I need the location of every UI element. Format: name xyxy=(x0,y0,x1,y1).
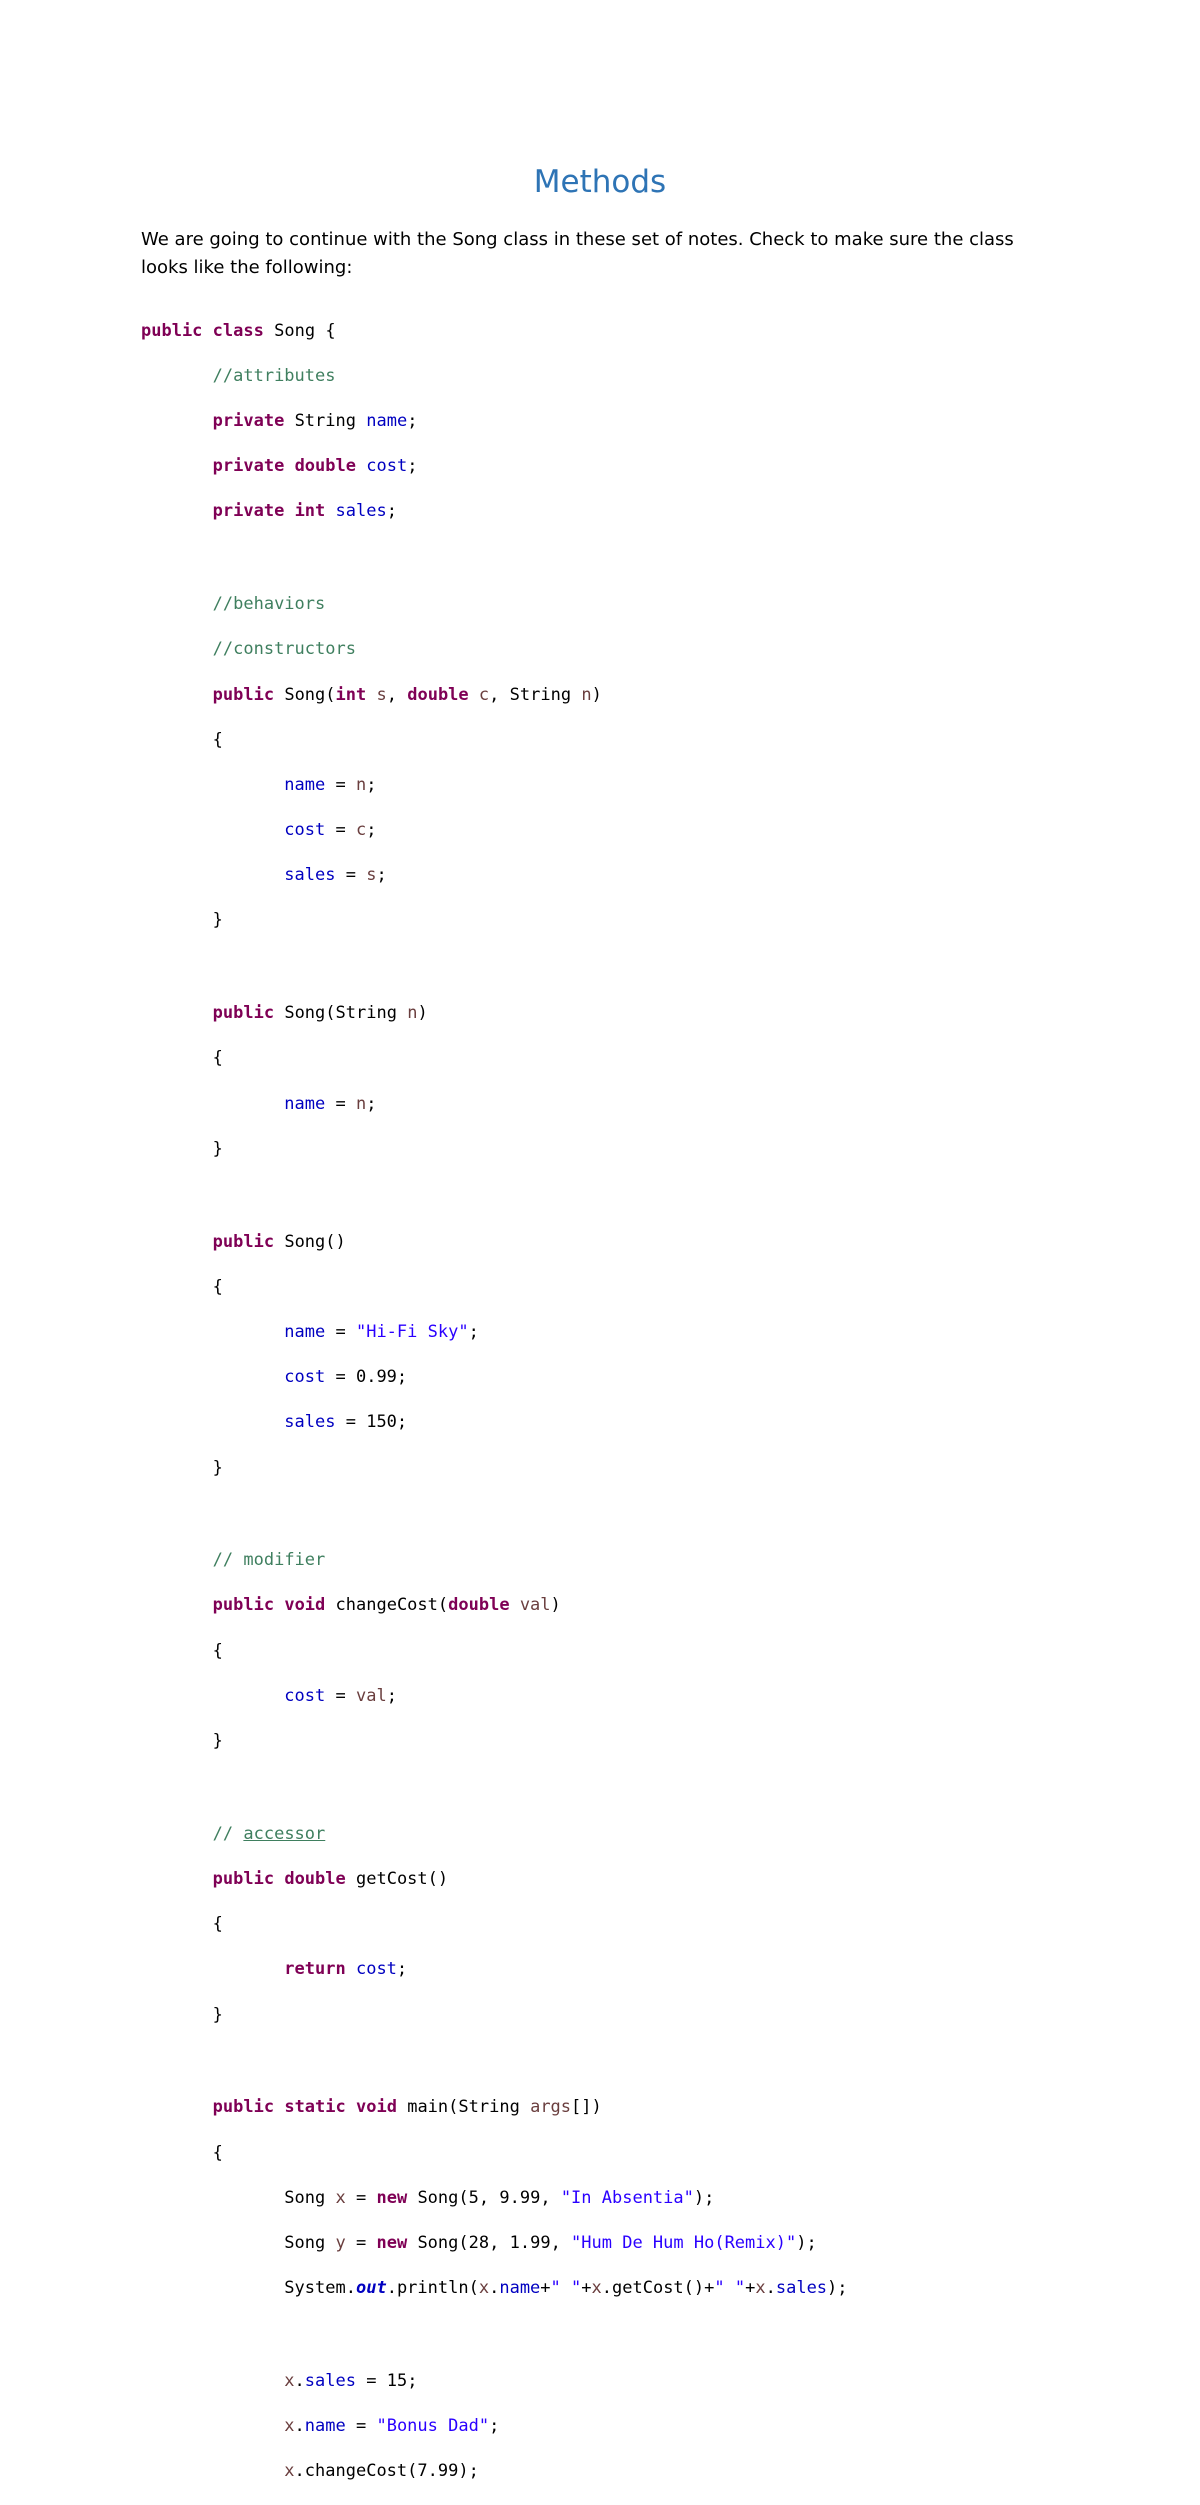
keyword: public xyxy=(212,2097,275,2118)
field-sales: sales xyxy=(284,1412,336,1433)
field-sales: sales xyxy=(335,501,387,522)
variable: x xyxy=(478,2278,490,2299)
code-line xyxy=(141,1276,848,1299)
static-field: out xyxy=(355,2278,387,2299)
brace: { xyxy=(325,320,336,341)
code-line: sales = 150; xyxy=(284,1412,408,1433)
param: c xyxy=(355,820,367,841)
code-line xyxy=(141,1457,848,1480)
param: args xyxy=(530,2097,572,2118)
blank-line xyxy=(141,2049,848,2074)
method-name: changeCost xyxy=(335,1595,438,1616)
comment-prefix: // xyxy=(212,1550,244,1571)
code-line xyxy=(141,729,848,752)
class-name: Song xyxy=(284,684,326,705)
keyword: double xyxy=(294,456,356,477)
comment-prefix: // xyxy=(212,1823,244,1844)
code-line xyxy=(141,1913,848,1936)
keyword: new xyxy=(376,2232,408,2253)
intro-paragraph: We are going to continue with the Song class in these set of notes. Check to make sure the class looks like the following: xyxy=(141,229,1014,278)
type-name: String xyxy=(294,410,356,431)
keyword: int xyxy=(294,501,326,522)
keyword: private xyxy=(212,501,285,522)
field-cost: cost xyxy=(366,456,408,477)
code-line: x.changeCost(7.99); xyxy=(284,2461,479,2482)
field-sales: sales xyxy=(284,865,336,886)
keyword: return xyxy=(284,1959,346,1980)
brace: } xyxy=(212,1457,223,1478)
code-comment xyxy=(213,1550,326,1570)
class-name: Song xyxy=(284,1003,326,1024)
variable: x xyxy=(284,2461,295,2482)
keyword: public xyxy=(212,1595,275,1616)
code-line: public Song(int s, double c, String n) xyxy=(212,684,602,705)
code-block xyxy=(141,297,848,2505)
code-comment: //attributes xyxy=(212,365,336,386)
variable: x xyxy=(284,2416,295,2437)
system-class: System xyxy=(284,2278,346,2299)
code-line: private double cost; xyxy=(212,456,418,477)
field-name: name xyxy=(366,410,408,431)
keyword: public xyxy=(212,1869,275,1889)
code-line: Song x = new Song(5, 9.99, "In Absentia"); xyxy=(284,2187,715,2208)
blank-line xyxy=(141,1775,848,1800)
code-line xyxy=(141,1730,848,1753)
param: n xyxy=(407,1003,418,1024)
field-cost: cost xyxy=(355,1959,397,1980)
param: val xyxy=(519,1595,551,1616)
string-literal: "Hi-Fi Sky" xyxy=(355,1321,469,1342)
param: s xyxy=(366,865,377,886)
field-name: name xyxy=(284,1093,326,1114)
keyword: private xyxy=(212,456,285,477)
variable: x xyxy=(591,2278,602,2299)
code-line: cost = c; xyxy=(284,820,377,841)
field-cost: cost xyxy=(284,1685,326,1706)
brace: } xyxy=(212,2004,223,2025)
number-literal: 15 xyxy=(386,2370,408,2391)
blank-line xyxy=(141,546,848,571)
param: n xyxy=(355,774,367,795)
param: val xyxy=(355,1685,387,1706)
code-line xyxy=(141,320,848,343)
keyword: public xyxy=(212,684,275,705)
code-line xyxy=(141,1823,848,1846)
keyword: static xyxy=(284,2097,346,2118)
field-name: name xyxy=(284,1321,326,1342)
field-sales: sales xyxy=(304,2370,356,2391)
comment-text: modifier xyxy=(243,1550,326,1571)
type-name: String xyxy=(335,1003,397,1024)
keyword: void xyxy=(356,2097,397,2118)
code-line: x.name = "Bonus Dad"; xyxy=(284,2416,500,2437)
code-line: cost = 0.99; xyxy=(284,1367,408,1388)
param: n xyxy=(581,684,592,705)
type-name: String xyxy=(509,684,572,705)
brace: { xyxy=(212,1640,223,1661)
class-name: Song xyxy=(284,2187,326,2208)
param: n xyxy=(355,1093,367,1114)
variable: x xyxy=(335,2187,346,2208)
param: c xyxy=(478,684,490,705)
blank-line xyxy=(141,955,848,980)
number-literal: 7.99 xyxy=(417,2461,459,2482)
string-literal: "Bonus Dad" xyxy=(376,2416,490,2437)
param: s xyxy=(376,684,387,705)
string-literal: "Hum De Hum Ho(Remix)" xyxy=(571,2232,797,2253)
string-literal: " " xyxy=(714,2278,746,2299)
code-comment xyxy=(213,1824,326,1844)
brace: { xyxy=(212,1048,223,1069)
keyword: public xyxy=(212,1003,275,1024)
code-line: public Song() xyxy=(212,1231,346,1252)
code-line: public double getCost() xyxy=(212,1869,449,1889)
code-line: private int sales; xyxy=(212,501,397,522)
keyword: void xyxy=(284,1595,326,1616)
brace: } xyxy=(212,910,223,931)
code-line: private String name; xyxy=(212,410,418,431)
code-line: name = "Hi-Fi Sky"; xyxy=(284,1321,479,1342)
string-literal: "In Absentia" xyxy=(560,2187,694,2208)
method-name: println xyxy=(396,2278,469,2299)
code-line: name = n; xyxy=(284,774,377,795)
code-line: Song y = new Song(28, 1.99, "Hum De Hum Ho(Remix)"); xyxy=(284,2232,817,2253)
code-line xyxy=(141,1640,848,1663)
keyword: double xyxy=(407,684,469,705)
number-literal: 150 xyxy=(366,1412,397,1433)
field-cost: cost xyxy=(284,1367,326,1388)
variable: x xyxy=(284,2370,295,2391)
keyword: public xyxy=(212,1231,275,1252)
code-line xyxy=(141,1138,848,1161)
keyword: double xyxy=(284,1869,346,1889)
code-line: public void changeCost(double val) xyxy=(212,1595,561,1616)
field-name: name xyxy=(304,2416,346,2437)
string-literal: " " xyxy=(550,2278,582,2299)
class-name: Song xyxy=(417,2187,459,2208)
field-sales: sales xyxy=(775,2278,828,2299)
code-line: System.out.println(x.name+" "+x.getCost()+" "+x.sales); xyxy=(284,2278,848,2299)
class-name: Song xyxy=(417,2232,459,2253)
comment-text: accessor xyxy=(243,1823,326,1844)
method-name: main xyxy=(407,2097,449,2118)
code-comment: //behaviors xyxy=(212,594,326,615)
method-name: changeCost xyxy=(304,2461,408,2482)
brace: { xyxy=(212,1914,223,1935)
code-line xyxy=(141,593,848,616)
code-comment: //constructors xyxy=(212,639,356,660)
code-line xyxy=(141,909,848,932)
keyword: public xyxy=(141,320,203,341)
keyword: new xyxy=(376,2187,408,2208)
variable: x xyxy=(755,2278,766,2299)
blank-line xyxy=(141,1502,848,1527)
brace: } xyxy=(212,1138,223,1159)
keyword: class xyxy=(212,320,264,341)
brace: } xyxy=(212,1731,223,1752)
code-line xyxy=(141,365,848,388)
number-literal: 9.99 xyxy=(499,2187,541,2208)
code-line: name = n; xyxy=(284,1093,377,1114)
field-name: name xyxy=(284,774,326,795)
code-line xyxy=(141,638,848,661)
class-name: Song xyxy=(284,2232,326,2253)
code-line: sales = s; xyxy=(284,865,387,886)
brace: { xyxy=(212,2142,223,2163)
code-line xyxy=(141,1047,848,1070)
code-line: cost = val; xyxy=(284,1685,397,1706)
number-literal: 28 xyxy=(468,2232,490,2253)
brace: { xyxy=(212,1276,223,1297)
number-literal: 1.99 xyxy=(509,2232,551,2253)
code-line: x.sales = 15; xyxy=(284,2370,418,2391)
code-line: public static void main(String args[]) xyxy=(212,2097,602,2118)
keyword: private xyxy=(212,410,285,431)
field-cost: cost xyxy=(284,820,326,841)
method-name: getCost xyxy=(356,1869,428,1889)
brace: { xyxy=(212,729,223,750)
field-name: name xyxy=(499,2278,541,2299)
blank-line xyxy=(141,2322,848,2347)
class-name: Song xyxy=(284,1231,326,1252)
method-name: getCost xyxy=(612,2278,684,2299)
type-name: String xyxy=(458,2097,520,2118)
code-line xyxy=(141,2142,848,2165)
blank-line xyxy=(141,1183,848,1208)
variable: y xyxy=(335,2232,346,2253)
keyword: double xyxy=(448,1595,510,1616)
code-line xyxy=(141,2004,848,2027)
number-literal: 0.99 xyxy=(355,1367,397,1388)
class-name: Song xyxy=(274,320,316,341)
keyword: int xyxy=(335,684,367,705)
code-line: public Song(String n) xyxy=(212,1003,428,1024)
code-line: return cost; xyxy=(284,1959,408,1980)
number-literal: 5 xyxy=(468,2187,479,2208)
document-title: Methods xyxy=(533,164,667,200)
